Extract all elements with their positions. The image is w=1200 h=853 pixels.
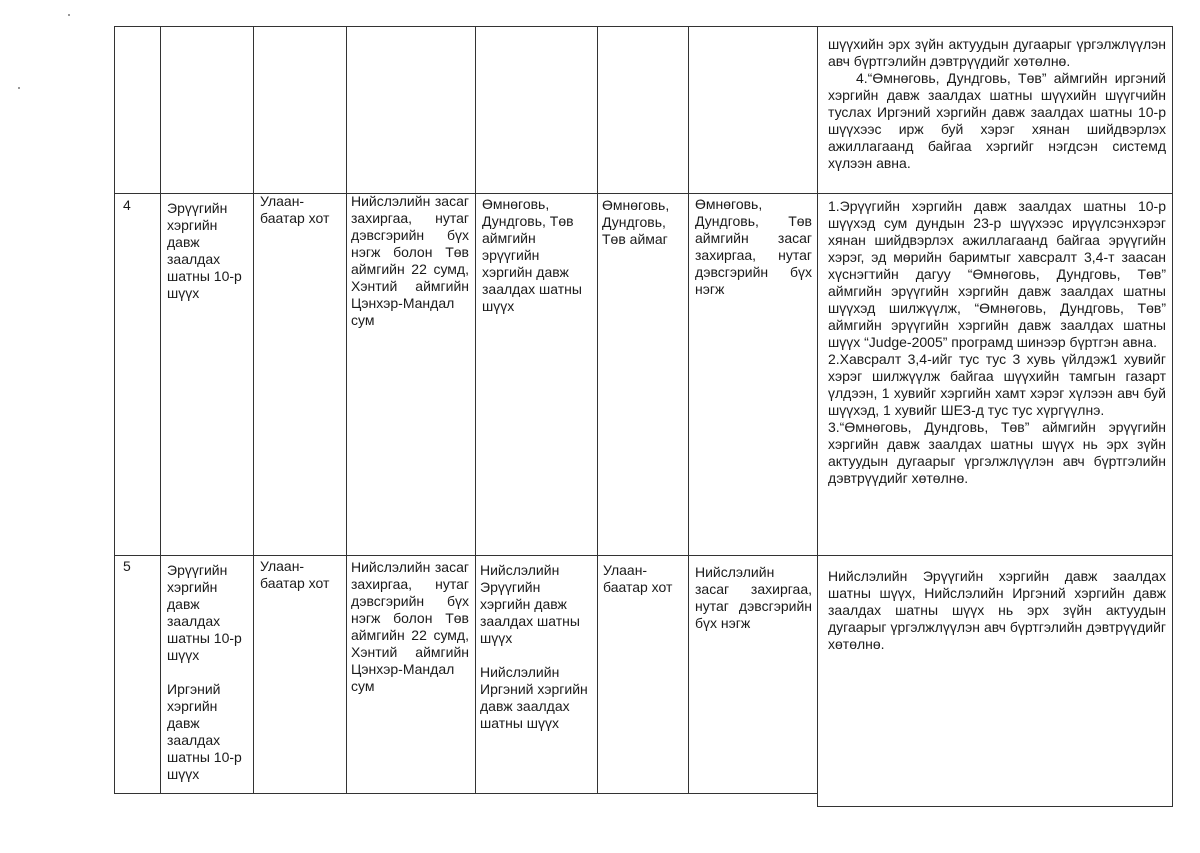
court-name-text: Иргэний хэргийн давж заалдах шатны 10-р шүүх [167, 681, 246, 782]
receiving-jurisdiction [695, 564, 816, 632]
receiving-jurisdiction [695, 196, 816, 298]
receiving-court-text: Өмнөговь, Дундговь, Төв аймгийн эрүүгийн хэргийн давж заалдах шатны шүүх [482, 196, 586, 314]
receiving-jurisdiction-text: Өмнөговь, Дундговь, Төв аймгийн засаг захиргаа, нутаг дэвсгэрийн бүх нэгж [695, 196, 816, 297]
jurisdiction-text: Нийслэлийн засаг захиргаа, нутаг дэвсгэрийн бүх нэгж болон Төв аймгийн 22 сумд, Хэнтий аймгийн Цэнхэр-Мандал сум [351, 559, 473, 694]
receiving-location [603, 562, 683, 596]
jurisdiction [351, 559, 473, 695]
receiving-court-text: Нийслэлийн Эрүүгийн хэргийн давж заалдах шатны шүүх [480, 562, 584, 646]
receiving-court [480, 562, 592, 732]
location-text: Улаан-баатар хот [260, 558, 330, 591]
court-location [260, 193, 340, 227]
court-name-text: Эрүүгийн хэргийн давж заалдах шатны 10-р шүүх [167, 200, 246, 301]
jurisdiction [351, 193, 473, 329]
receiving-location [602, 197, 686, 248]
receiving-jurisdiction-text: Нийслэлийн засаг захиргаа, нутаг дэвсгэрийн бүх нэгж [695, 564, 816, 631]
requirements [828, 198, 1170, 487]
requirement-text: Нийслэлийн Эрүүгийн хэргийн давж заалдах шатны шүүх, Нийслэлийн Иргэний хэргийн давж заалдах шатны шүүх нь эрх зүйн актуудын дугаарыг үргэлжлүүлэн авч бүртгэлийн дэвтрүүдийг хөтөлнө. [828, 568, 1170, 652]
court-name [167, 200, 251, 302]
requirement-text: 4.“Өмнөговь, Дундговь, Төв” аймгийн иргэний хэргийн давж заалдах шатны шүүхийн шүүгчийн туслах Иргэний хэргийн давж заалдах шатны 10-р шүүхээс ирж буй хэрэг хянан шийдвэрлэх ажиллагаанд байгаа хэргийг нэгдсэн системд хүлээн авна. [828, 70, 1170, 171]
row-number-text: 5 [123, 558, 131, 574]
requirement-text: шүүхийн эрх зүйн актуудын дугаарыг үргэлжлүүлэн авч бүртгэлийн дэвтрүүдийг хөтөлнө. [828, 36, 1170, 69]
requirement-text: 3.“Өмнөговь, Дундговь, Төв” аймгийн эрүүгийн хэргийн давж заалдах шатны шүүх нь эрх зүйн актуудын дугаарыг үргэлжлүүлэн авч бүртгэлийн дэвтрүүдийг хөтөлнө. [828, 419, 1170, 486]
row-number [123, 197, 155, 214]
requirement-text: 2.Хавсралт 3,4-ийг тус тус 3 хувь үйлдэж1 хувийг хэрэг шилжүүлж байгаа шүүхийн тамгын газарт үлдээн, 1 хувийг хэргийн хамт хэрэг хүлээн авч буй шүүхэд, 1 хувийг ШЕЗ-д тус тус хүргүүлнэ. [828, 351, 1170, 418]
row-number [123, 558, 155, 575]
location-text: Улаан-баатар хот [260, 193, 330, 226]
receiving-location-text: Улаан-баатар хот [603, 562, 673, 595]
table-row [828, 36, 1170, 172]
jurisdiction-text: Нийслэлийн засаг захиргаа, нутаг дэвсгэрийн бүх нэгж болон Төв аймгийн 22 сумд, Хэнтий аймгийн Цэнхэр-Мандал сум [351, 193, 473, 328]
requirements [828, 568, 1170, 653]
court-name-text: Эрүүгийн хэргийн давж заалдах шатны 10-р шүүх [167, 562, 246, 663]
receiving-court [482, 196, 592, 315]
court-name [167, 562, 251, 783]
receiving-location-text: Өмнөговь, Дундговь, Төв аймаг [602, 197, 674, 247]
requirement-text: 1.Эрүүгийн хэргийн давж заалдах шатны 10-р шүүхэд сум дундын 23-р шүүхээс ирүүлсэнхэрэг хянан шийдвэрлэх ажиллагаанд байгаа эрүүгийн хэрэг, эд мөрийн баримтыг хавсралт 3,4-т заасан хүснэгтийн дагуу “Өмнөговь, Дундговь, Төв” аймгийн эрүүгийн хэргийн давж заалдах шатны шүүхэд шилжүүлж, “Өмнөговь, Дундговь, Төв” аймгийн эрүүгийн хэргийн давж заалдах шатны шүүх “Judge-2005” програмд шинээр бүртгэн авна. [828, 198, 1170, 350]
receiving-court-text: Нийслэлийн Иргэний хэргийн давж заалдах шатны шүүх [480, 664, 592, 731]
court-location [260, 558, 340, 592]
row-number-text: 4 [123, 197, 131, 213]
